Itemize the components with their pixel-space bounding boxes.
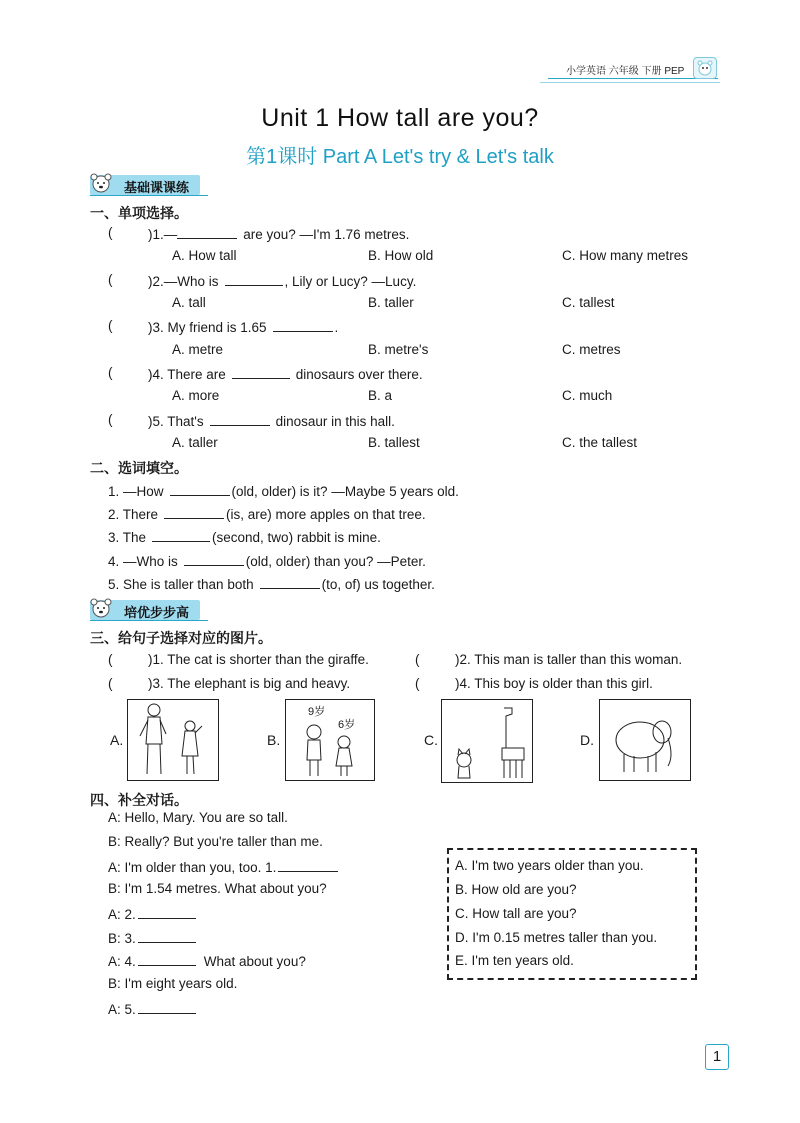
- age-boy: 9岁: [308, 706, 326, 718]
- answer-blank[interactable]: [184, 552, 244, 566]
- answer-blank[interactable]: [138, 905, 196, 919]
- mc-stem-end: .: [334, 320, 339, 335]
- picture-label-d: D.: [580, 732, 594, 748]
- mc-stem-end: , Lily or Lucy? —Lucy.: [284, 274, 417, 289]
- header-rule-2: [540, 82, 720, 83]
- answer-blank[interactable]: [170, 482, 230, 496]
- dialogue-line: A: 2.: [108, 905, 196, 923]
- answer-blank[interactable]: [164, 505, 224, 519]
- option-b: B. tallest: [368, 435, 420, 450]
- bear-icon: [88, 596, 114, 618]
- option-c: C. the tallest: [562, 435, 638, 450]
- answer-paren[interactable]: (: [415, 652, 420, 667]
- section-2-heading: 二、选词填空。: [90, 460, 188, 476]
- banner-basic-label: 基础课课练: [124, 180, 190, 195]
- answer-blank[interactable]: [210, 412, 270, 426]
- option-b: B. How old: [368, 248, 434, 263]
- age-girl: 6岁: [338, 719, 356, 731]
- answer-paren[interactable]: (: [108, 318, 113, 333]
- picture-elephant: [599, 699, 691, 781]
- dialogue-line: B: Really? But you're taller than me.: [108, 834, 323, 849]
- option-a: A. more: [172, 388, 220, 403]
- option-b: B. a: [368, 388, 393, 403]
- option-b: B. taller: [368, 295, 414, 310]
- mc-stem: )2.—Who is: [148, 274, 219, 289]
- choice-item: D. I'm 0.15 metres taller than you.: [455, 930, 658, 945]
- answer-paren[interactable]: (: [108, 676, 113, 691]
- fill-item: 2. There (is, are) more apples on that tree.: [108, 507, 426, 522]
- fill-item: 5. She is taller than both (to, of) us together.: [108, 577, 435, 592]
- answer-paren[interactable]: (: [108, 652, 113, 667]
- picture-label-c: C.: [424, 732, 438, 748]
- banner-advanced-label: 培优步步高: [124, 605, 190, 620]
- mc-stem-end: are you? —I'm 1.76 metres.: [243, 227, 410, 242]
- match-item: )4. This boy is older than this girl.: [455, 676, 653, 691]
- banner-advanced-rule: [90, 620, 208, 621]
- match-item: )1. The cat is shorter than the giraffe.: [148, 652, 369, 667]
- page-title: Unit 1 How tall are you?: [261, 104, 539, 132]
- option-a: A. taller: [172, 435, 218, 450]
- man-woman-icon: [128, 700, 218, 780]
- answer-blank[interactable]: [138, 952, 196, 966]
- dialogue-line: B: I'm 1.54 metres. What about you?: [108, 881, 327, 896]
- dialogue-line: A: I'm older than you, too. 1.: [108, 858, 338, 876]
- answer-blank[interactable]: [232, 365, 290, 379]
- banner-advanced: [90, 600, 200, 620]
- option-c: C. tallest: [562, 295, 615, 310]
- answer-blank[interactable]: [278, 858, 338, 872]
- boy-girl-icon: [286, 700, 374, 780]
- answer-paren[interactable]: (: [108, 225, 113, 240]
- match-item: )2. This man is taller than this woman.: [455, 652, 683, 667]
- bear-icon: [88, 171, 114, 193]
- page-subtitle: 第1课时 Part A Let's try & Let's talk: [246, 146, 554, 168]
- answer-blank[interactable]: [138, 929, 196, 943]
- fill-item: 1. —How (old, older) is it? —Maybe 5 years old.: [108, 484, 459, 499]
- answer-blank[interactable]: [225, 272, 283, 286]
- answer-paren[interactable]: (: [108, 272, 113, 287]
- fill-item: 3. The (second, two) rabbit is mine.: [108, 530, 381, 545]
- option-a: A. tall: [172, 295, 206, 310]
- option-c: C. metres: [562, 342, 621, 357]
- picture-boy-girl: [285, 699, 375, 781]
- dialogue-line: A: 5.: [108, 1000, 196, 1018]
- section-4-heading: 四、补全对话。: [90, 792, 188, 808]
- option-a: A. metre: [172, 342, 224, 357]
- banner-basic-rule: [90, 195, 208, 196]
- dialogue-line: A: 4. What about you?: [108, 954, 306, 969]
- dialogue-line: A: Hello, Mary. You are so tall.: [108, 810, 288, 825]
- page-number: 1: [705, 1044, 729, 1070]
- mc-stem: )4. There are: [148, 367, 226, 382]
- series-label: 小学英语 六年级 下册 PEP: [566, 66, 685, 77]
- answer-paren[interactable]: (: [108, 365, 113, 380]
- picture-label-b: B.: [267, 732, 281, 748]
- choice-item: C. How tall are you?: [455, 906, 577, 921]
- choice-item: A. I'm two years older than you.: [455, 858, 644, 873]
- dialogue-line: B: I'm eight years old.: [108, 976, 238, 991]
- option-b: B. metre's: [368, 342, 429, 357]
- answer-blank[interactable]: [138, 1000, 196, 1014]
- dialogue-line: B: 3.: [108, 929, 196, 947]
- picture-man-woman: [127, 699, 219, 781]
- mc-stem: )3. My friend is 1.65: [148, 320, 267, 335]
- fill-item: 4. —Who is (old, older) than you? —Peter.: [108, 554, 426, 569]
- option-a: A. How tall: [172, 248, 237, 263]
- section-3-heading: 三、给句子选择对应的图片。: [90, 630, 272, 646]
- option-c: C. How many metres: [562, 248, 689, 263]
- mc-stem-end: dinosaur in this hall.: [275, 414, 395, 429]
- picture-cat-giraffe: [441, 699, 533, 783]
- header-rule: [548, 78, 718, 79]
- bear-badge-icon: [693, 57, 717, 79]
- mc-stem-end: dinosaurs over there.: [295, 367, 423, 382]
- mc-stem: )1.—: [148, 227, 178, 242]
- answer-paren[interactable]: (: [108, 412, 113, 427]
- choice-item: E. I'm ten years old.: [455, 953, 574, 968]
- section-1-heading: 一、单项选择。: [90, 205, 188, 221]
- answer-paren[interactable]: (: [415, 676, 420, 691]
- answer-blank[interactable]: [152, 528, 210, 542]
- elephant-icon: [600, 700, 690, 780]
- mc-stem: )5. That's: [148, 414, 204, 429]
- option-c: C. much: [562, 388, 613, 403]
- match-item: )3. The elephant is big and heavy.: [148, 676, 351, 691]
- answer-blank[interactable]: [177, 225, 237, 239]
- choice-item: B. How old are you?: [455, 882, 577, 897]
- picture-label-a: A.: [110, 732, 124, 748]
- banner-basic: [90, 175, 200, 195]
- answer-blank[interactable]: [260, 575, 320, 589]
- cat-giraffe-icon: [442, 700, 532, 782]
- answer-blank[interactable]: [273, 318, 333, 332]
